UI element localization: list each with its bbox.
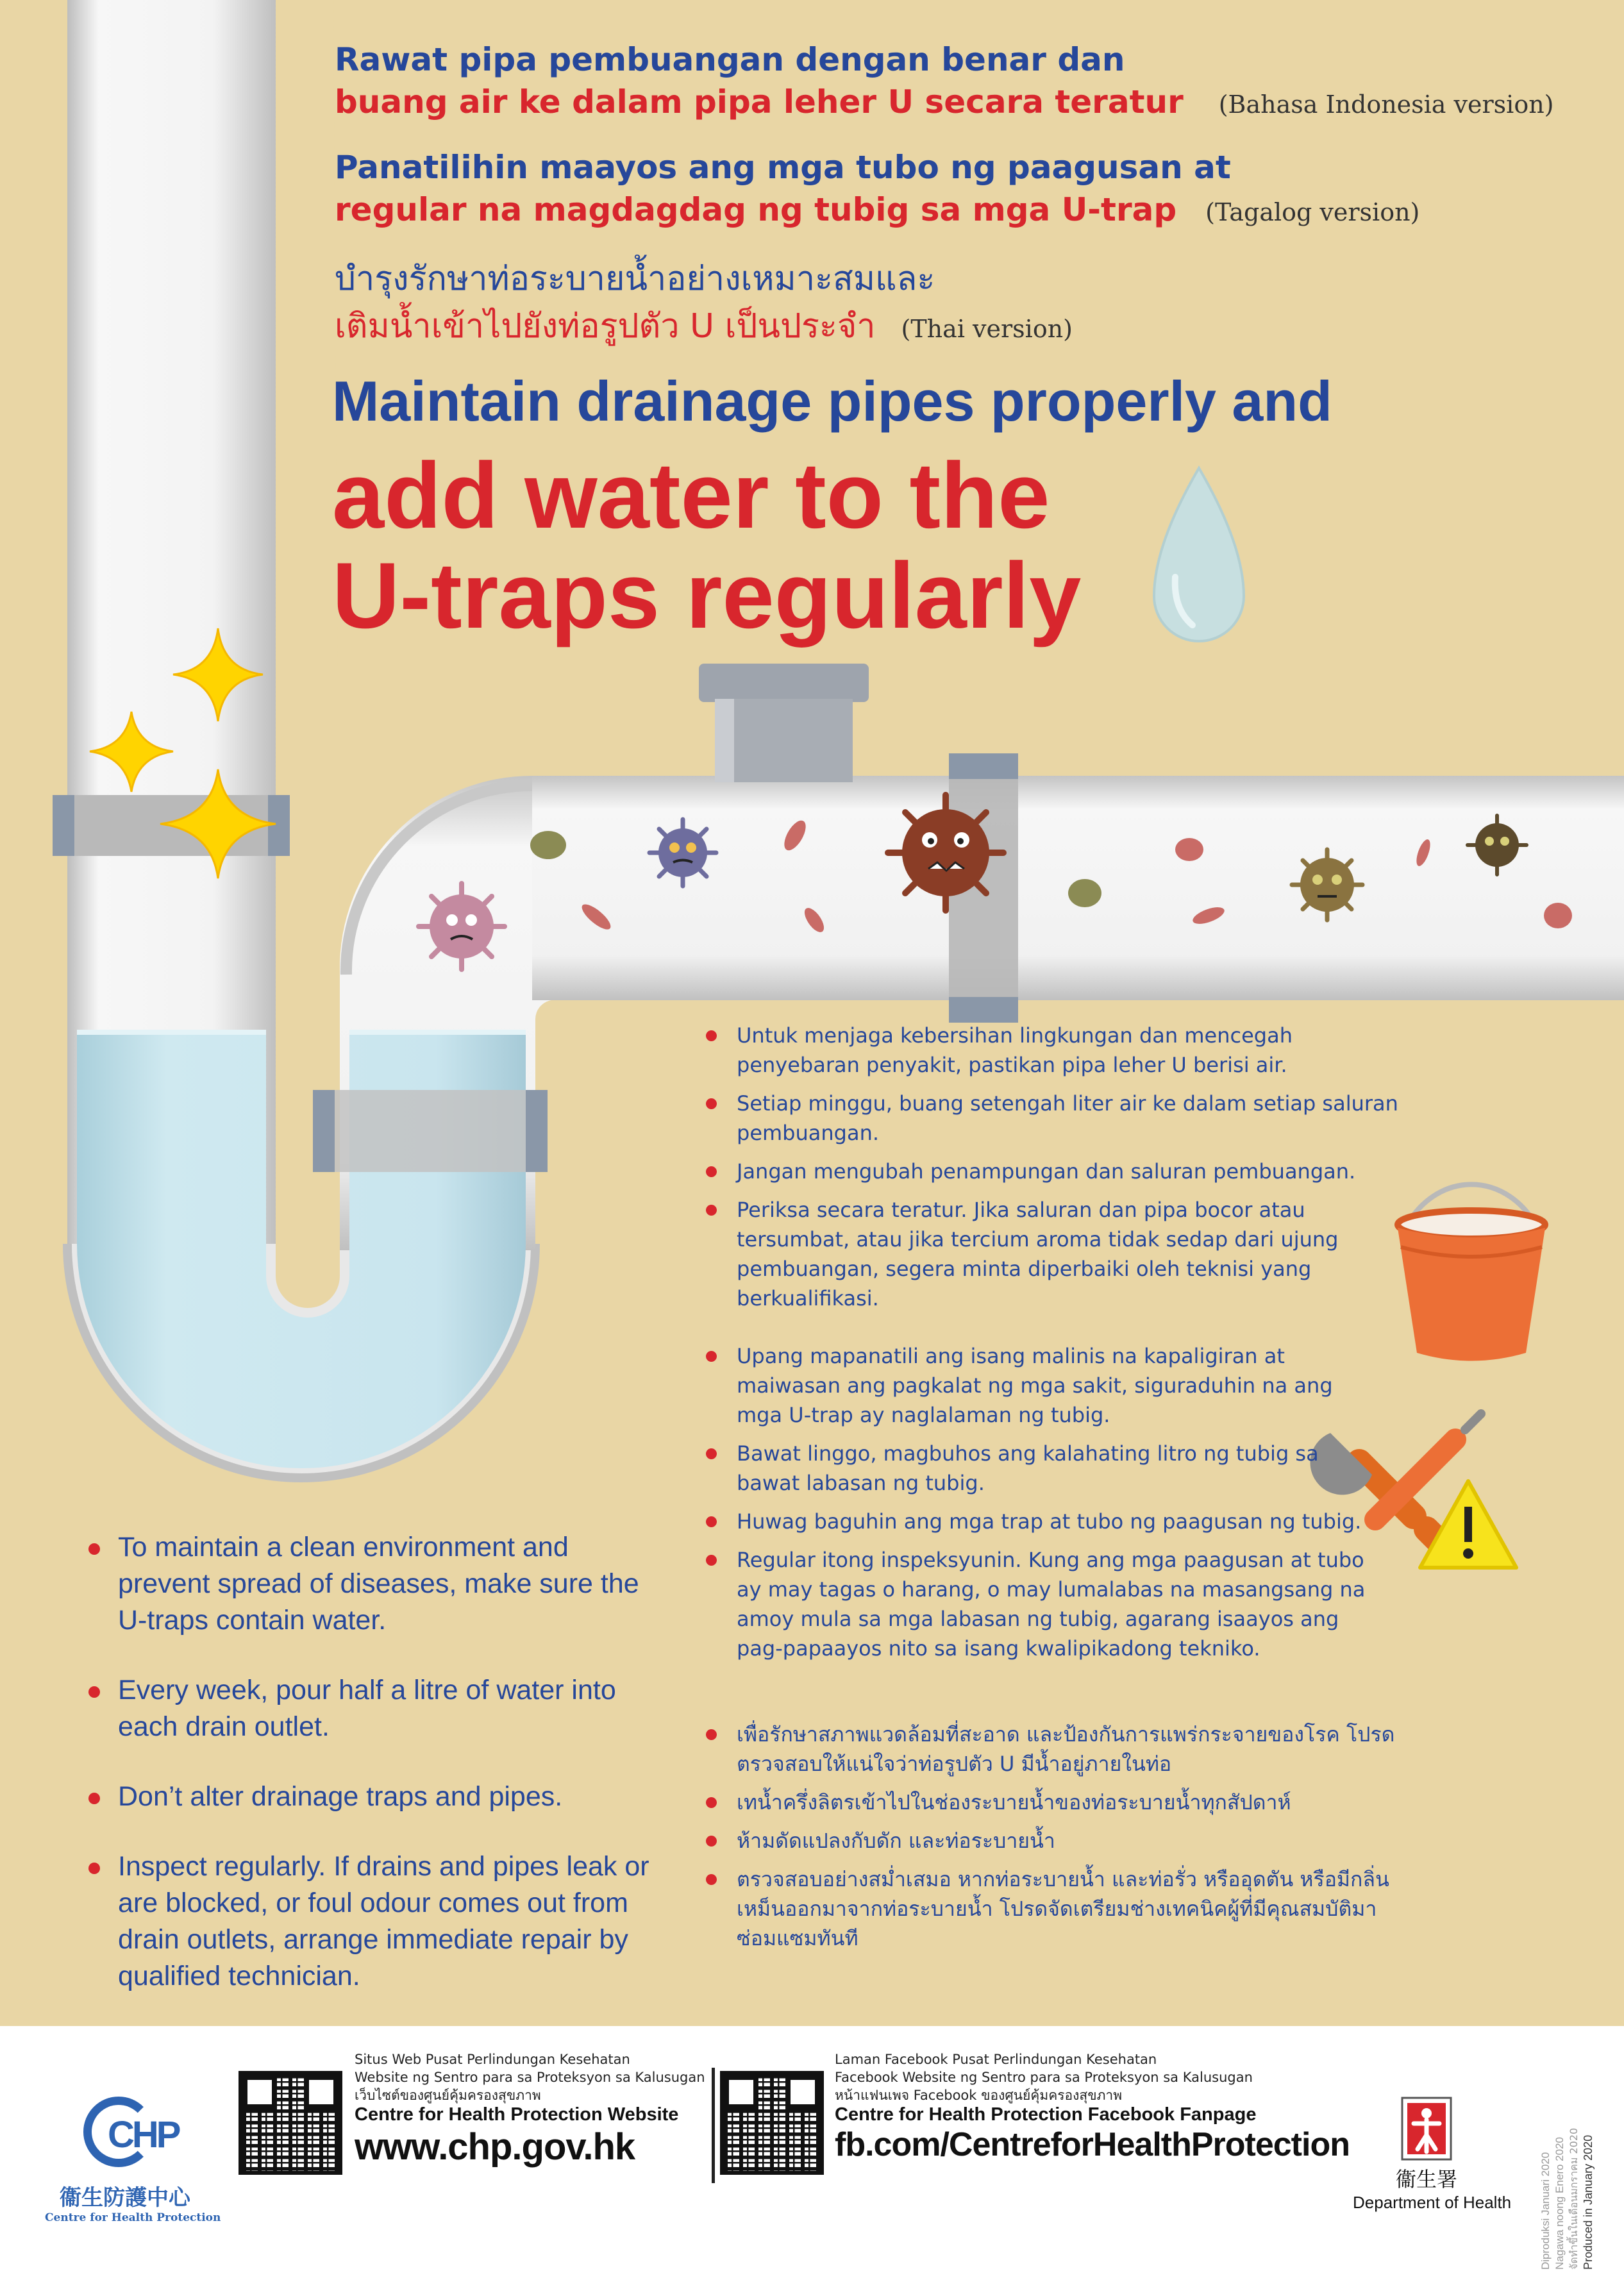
germ-icon	[888, 795, 1003, 910]
chp-logo-letters: CHP	[108, 2114, 179, 2156]
list-item: ห้ามดัดแปลงกับดัก และท่อระบายน้ำ	[702, 1826, 1401, 1856]
facebook-label-id: Laman Facebook Pusat Perlindungan Kesehatan	[835, 2052, 1157, 2067]
list-item: Regular itong inspeksyunin. Kung ang mga paagusan at tubo ay may tagas o harang, o may lumalabas na masangsang na amoy mula sa mga labasan ng tubig, agarang isaayos ang pag-papaayos nito sa isang kwalipikadong tekniko.	[702, 1545, 1382, 1663]
website-url-link[interactable]: www.chp.gov.hk	[355, 2126, 635, 2168]
list-item: ตรวจสอบอย่างสม่ำเสมอ หากท่อระบายน้ำ และท่อรั่ว หรืออุดตัน หรือมีกลิ่นเหม็นออกมาจากท่อระบายน้ำ โปรดจัดเตรียมช่างเทคนิคผู้ที่มีคุณสมบัติมาซ่อมแซมทันที	[702, 1864, 1401, 1953]
chp-english-name: Centre for Health Protection	[45, 2211, 221, 2224]
list-item: Every week, pour half a litre of water into each drain outlet.	[88, 1672, 666, 1745]
header-id-version: (Bahasa Indonesia version)	[1218, 90, 1554, 119]
list-item: Jangan mengubah penampungan dan saluran pembuangan.	[702, 1157, 1401, 1186]
header-tagalog	[335, 146, 1419, 233]
footer	[0, 2026, 1624, 2287]
list-item: Huwag baguhin ang mga trap at tubo ng paagusan ng tubig.	[702, 1507, 1382, 1536]
doh-logo	[1353, 2097, 1512, 2213]
facebook-label-en: Centre for Health Protection Facebook Fanpage	[835, 2104, 1257, 2125]
list-item: Setiap minggu, buang setengah liter air ke dalam setiap saluran pembuangan.	[702, 1089, 1401, 1148]
list-item: Bawat linggo, magbuhos ang kalahating litro ng tubig sa bawat labasan ng tubig.	[702, 1439, 1382, 1498]
bullet-list-english	[88, 1529, 666, 2028]
header-tl-line1: Panatilihin maayos ang mga tubo ng paagusan at	[335, 149, 1231, 186]
list-item: Don’t alter drainage traps and pipes.	[88, 1779, 666, 1815]
facebook-block	[835, 2050, 1350, 2164]
header-indonesian	[335, 38, 1554, 126]
header-th-line2: เติมน้ำเข้าไปยังท่อรูปตัว U เป็นประจำ	[335, 307, 876, 346]
list-item: เพื่อรักษาสภาพแวดล้อมที่สะอาด และป้องกันการแพร่กระจายของโรค โปรดตรวจสอบให้แน่ใจว่าท่อรูปตัว U มีน้ำอยู่ภายในท่อ	[702, 1720, 1401, 1779]
header-en-line1: Maintain drainage pipes properly and	[332, 369, 1332, 433]
header-thai	[335, 255, 1073, 353]
germ-icon	[1292, 850, 1362, 920]
chp-logo	[45, 2097, 221, 2224]
germ-icon	[419, 884, 505, 969]
production-date-th: จัดทำขึ้นในเดือนมกราคม 2020	[1568, 2127, 1580, 2270]
doh-english-name: Department of Health	[1353, 2193, 1512, 2212]
list-item: Untuk menjaga kebersihan lingkungan dan mencegah penyebaran penyakit, pastikan pipa leher U berisi air.	[702, 1021, 1401, 1080]
header-id-line2: buang air ke dalam pipa leher U secara teratur	[335, 83, 1184, 121]
production-date-tl: Nagawa noong Enero 2020	[1553, 2137, 1566, 2270]
header-english	[332, 369, 1332, 646]
facebook-label-th: หน้าแฟนเพจ Facebook ของศูนย์คุ้มครองสุขภาพ	[835, 2088, 1123, 2103]
bullet-list-indonesian	[702, 1021, 1401, 1322]
doh-chinese-name: 衞生署	[1395, 2167, 1457, 2191]
bullet-list-tagalog	[702, 1341, 1382, 1672]
header-th-version: (Thai version)	[901, 315, 1073, 343]
production-date-en: Produced in January 2020	[1582, 2134, 1595, 2270]
website-qr-code[interactable]	[239, 2071, 342, 2175]
header-en-line2: add water to the	[332, 443, 1050, 548]
germ-icon	[649, 819, 716, 886]
bucket-icon	[1398, 1184, 1545, 1361]
list-item: Inspect regularly. If drains and pipes leak or are blocked, or foul odour comes out from drain outlets, arrange immediate repair by qualified technician.	[88, 1848, 666, 1995]
facebook-label-tl: Facebook Website ng Sentro para sa Proteksyon sa Kalusugan	[835, 2070, 1253, 2085]
website-label-th: เว็บไซต์ของศูนย์คุ้มครองสุขภาพ	[355, 2088, 541, 2103]
bullet-list-thai	[702, 1720, 1401, 1962]
header-th-line1: บำรุงรักษาท่อระบายน้ำอย่างเหมาะสมและ	[335, 260, 935, 298]
list-item: Periksa secara teratur. Jika saluran dan pipa bocor atau tersumbat, atau jika tercium aroma tidak sedap dari ujung pembuangan, segera minta diperbaiki oleh teknisi yang berkualifikasi.	[702, 1195, 1401, 1313]
list-item: เทน้ำครึ่งลิตรเข้าไปในช่องระบายน้ำของท่อระบายน้ำทุกสัปดาห์	[702, 1788, 1401, 1817]
facebook-url-link[interactable]: fb.com/CentreforHealthProtection	[835, 2126, 1350, 2163]
production-date-id: Diproduksi Januari 2020	[1539, 2152, 1552, 2270]
divider	[712, 2068, 715, 2183]
list-item: To maintain a clean environment and prevent spread of diseases, make sure the U-traps contain water.	[88, 1529, 666, 1639]
website-label-en: Centre for Health Protection Website	[355, 2104, 679, 2125]
header-tl-line2: regular na magdagdag ng tubig sa mga U-trap	[335, 191, 1177, 228]
website-label-tl: Website ng Sentro para sa Proteksyon sa Kalusugan	[355, 2070, 705, 2085]
header-tl-version: (Tagalog version)	[1205, 198, 1420, 226]
website-block	[355, 2050, 705, 2168]
header-en-line3: U-traps regularly	[332, 543, 1082, 648]
chp-chinese-name: 衞生防護中心	[60, 2185, 190, 2211]
list-item: Upang mapanatili ang isang malinis na kapaligiran at maiwasan ang pagkalat ng mga sakit, siguraduhin na ang mga U-trap ay naglalaman ng tubig.	[702, 1341, 1382, 1430]
website-label-id: Situs Web Pusat Perlindungan Kesehatan	[355, 2052, 630, 2067]
production-date	[1539, 2128, 1595, 2270]
header-id-line1: Rawat pipa pembuangan dengan benar dan	[335, 41, 1125, 78]
facebook-qr-code[interactable]	[720, 2071, 824, 2175]
doh-emblem-icon	[1401, 2097, 1452, 2161]
